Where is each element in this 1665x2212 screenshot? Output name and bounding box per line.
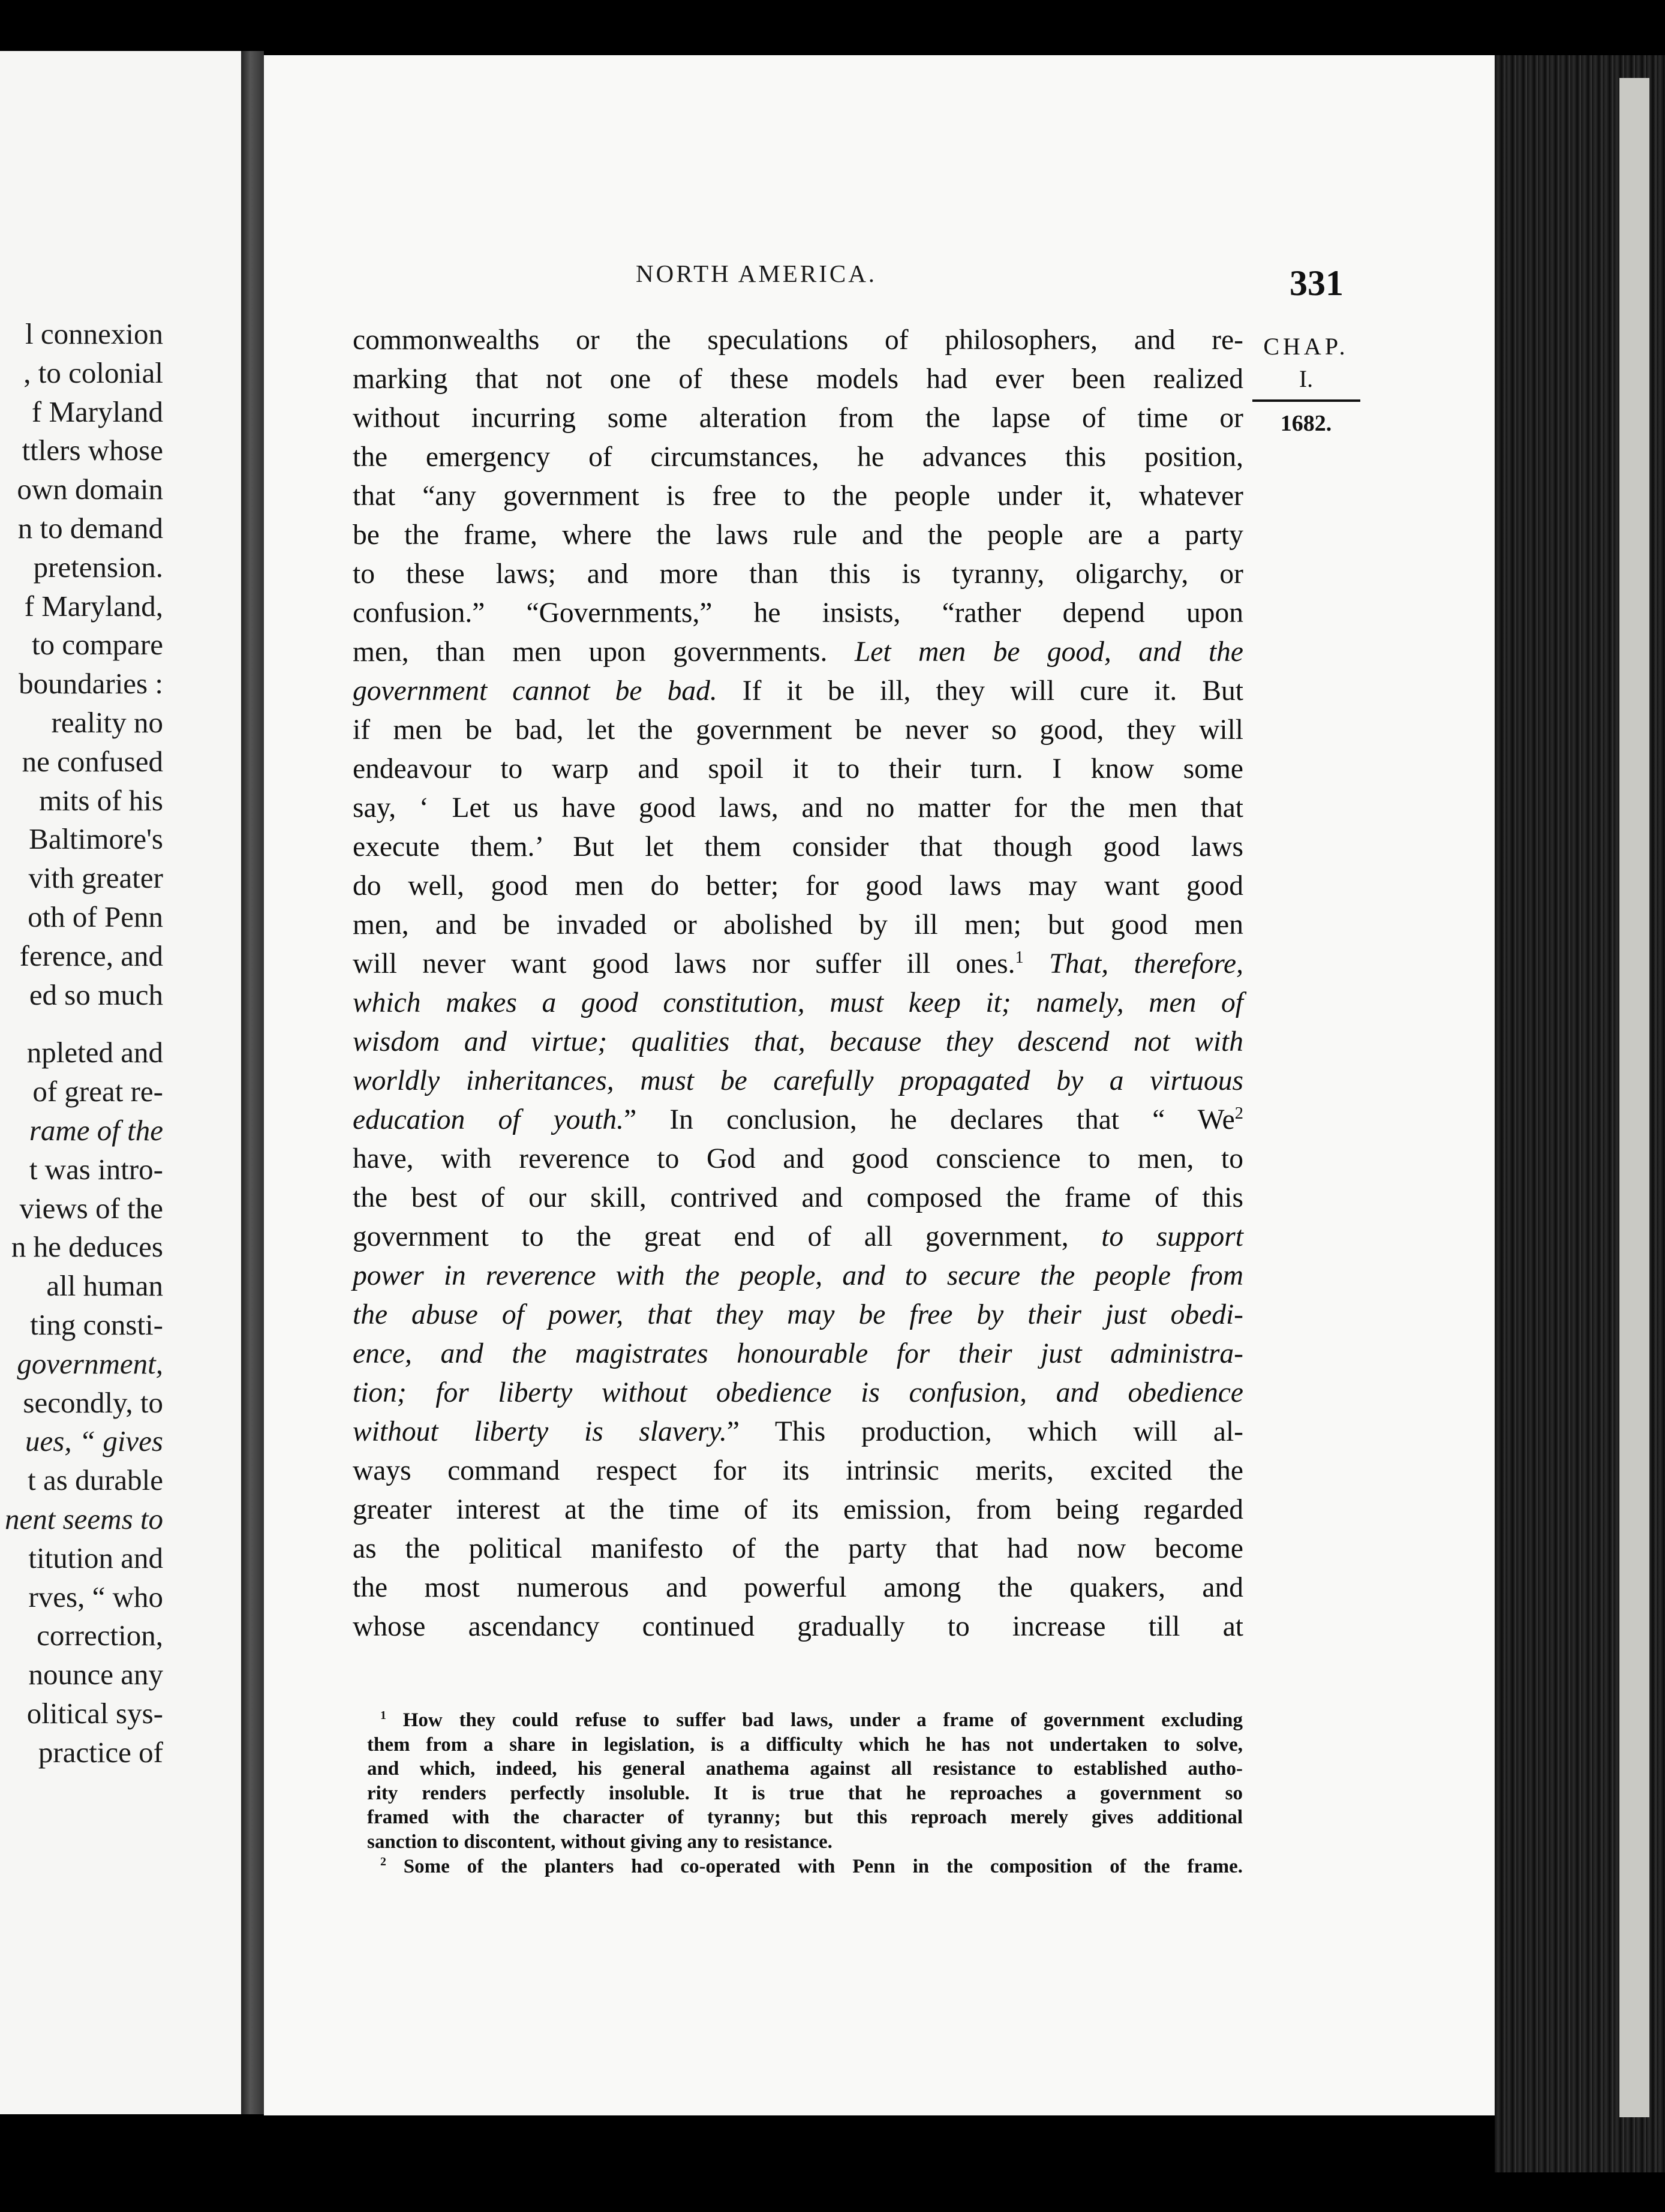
book-gutter: [241, 51, 264, 2114]
left-page-line: oth of Penn: [28, 900, 163, 933]
left-page-line: ting consti-: [30, 1308, 163, 1341]
body-line: [353, 1218, 1243, 1257]
left-page-line: t as durable: [28, 1463, 163, 1497]
body-line: worldly inheritances, must be carefully propagated by a virtuous: [353, 1065, 1243, 1096]
running-head: NORTH AMERICA.: [636, 260, 877, 287]
footnote-line: framed with the character of tyranny; but this reproach merely gives additional: [367, 1807, 1243, 1829]
left-page-line: secondly, to: [23, 1385, 163, 1419]
body-line: commonwealths or the speculations of philosophers, and re-: [353, 324, 1243, 356]
left-page-line: mits of his: [39, 783, 163, 817]
left-page-line: ne confused: [22, 744, 163, 778]
body-line: the most numerous and powerful among the quakers, and: [353, 1572, 1243, 1603]
footnote-line: them from a share in legislation, is a difficulty which he has not undertaken to solve,: [367, 1733, 1243, 1756]
left-page-line: practice of: [38, 1735, 163, 1769]
left-page-line: titution and: [28, 1541, 163, 1574]
left-page-line: to compare: [31, 628, 163, 662]
body-line: ence, and the magistrates honourable for their just administra-: [353, 1338, 1243, 1369]
left-page-line: nent seems to: [5, 1502, 163, 1535]
body-line: tion; for liberty without obedience is confusion, and obedience: [353, 1377, 1243, 1408]
left-page-line: ttlers whose: [22, 434, 163, 467]
left-page-line: f Maryland: [31, 395, 163, 428]
body-italic-span: to support: [1101, 1221, 1243, 1252]
body-line: if men be bad, let the government be never so good, they will: [353, 714, 1243, 746]
body-line: wisdom and virtue; qualities that, because they descend not with: [353, 1026, 1243, 1057]
left-page-line: pretension.: [33, 550, 163, 584]
body-line: whose ascendancy continued gradually to increase till at: [353, 1611, 1243, 1642]
chapter-number: I.: [1299, 365, 1314, 392]
left-page-line: own domain: [17, 473, 163, 506]
left-page-line: ed so much: [29, 978, 163, 1011]
left-page-line: of great re-: [32, 1075, 163, 1108]
body-span: government to the great end of all government,: [353, 1221, 1102, 1252]
footnotes: [367, 1708, 1243, 1879]
footnote-line: and which, indeed, his general anathema against all resistance to established autho-: [367, 1758, 1243, 1780]
body-italic-span: government cannot be bad.: [353, 675, 717, 707]
body-line: [353, 1412, 1243, 1451]
footnote-mark: 2: [380, 1855, 386, 1868]
body-line: that “any government is free to the people under it, whatever: [353, 480, 1243, 512]
left-page-line: rves, “ who: [28, 1580, 163, 1613]
body-span: If it be ill, they will cure it. But: [717, 675, 1243, 707]
body-line: without incurring some alteration from the lapse of time or: [353, 402, 1243, 434]
footnote-line: [367, 1855, 1243, 1879]
chapter-label: CHAP.: [1263, 333, 1349, 360]
body-line: ways command respect for its intrinsic merits, excited the: [353, 1455, 1243, 1486]
footnote-line: [367, 1708, 1243, 1733]
left-page-line: ues, “ gives: [25, 1424, 163, 1458]
left-page-line: t was intro-: [29, 1152, 163, 1186]
left-page-line: rame of the: [29, 1113, 163, 1147]
margin-rule: [1252, 399, 1360, 402]
left-page-text: [0, 315, 163, 1772]
page-edge-highlight: [1619, 78, 1649, 2117]
body-line: as the political manifesto of the party that had now become: [353, 1533, 1243, 1564]
body-line: [353, 1101, 1243, 1140]
body-line: the emergency of circumstances, he advances this position,: [353, 441, 1243, 473]
page-number: 331: [1290, 263, 1344, 303]
body-line: greater interest at the time of its emission, from being regarded: [353, 1494, 1243, 1525]
body-italic-span: Let men be good, and the: [854, 636, 1243, 668]
left-page-line: all human: [46, 1269, 163, 1303]
body-line: which makes a good constitution, must keep it; namely, men of: [353, 987, 1243, 1018]
body-line: [353, 672, 1243, 711]
body-span: men, than men upon governments.: [353, 636, 855, 668]
footnote-span: Some of the planters had co-operated with Penn in the composition of the frame.: [386, 1855, 1243, 1877]
body-line: [353, 633, 1243, 672]
left-page-line: n he deduces: [11, 1230, 163, 1264]
body-line: be the frame, where the laws rule and the people are a party: [353, 519, 1243, 551]
body-line: marking that not one of these models had ever been realized: [353, 363, 1243, 395]
left-page-line: nounce any: [28, 1658, 163, 1691]
body-line: men, and be invaded or abolished by ill men; but good men: [353, 909, 1243, 940]
body-line: endeavour to warp and spoil it to their turn. I know some: [353, 753, 1243, 785]
body-italic-span: That, therefore,: [1023, 948, 1243, 979]
left-facing-page: [0, 51, 241, 2114]
body-line: have, with reverence to God and good conscience to men, to: [353, 1143, 1243, 1174]
body-line: the best of our skill, contrived and composed the frame of this: [353, 1182, 1243, 1213]
left-page-line: correction,: [37, 1619, 163, 1652]
body-text: [353, 321, 1243, 1646]
left-page-line: l connexion: [25, 317, 163, 350]
left-page-line: views of the: [19, 1191, 163, 1225]
margin-note: [1251, 329, 1362, 438]
body-line: say, ‘ Let us have good laws, and no matter for the men that: [353, 792, 1243, 824]
left-page-line: boundaries :: [19, 667, 163, 701]
footnote-line: sanction to discontent, without giving any to resistance.: [367, 1831, 832, 1853]
left-page-line: reality no: [51, 705, 163, 739]
left-page-line: f Maryland,: [24, 589, 163, 623]
body-line: the abuse of power, that they may be free by their just obedi-: [353, 1299, 1243, 1330]
footnote-mark: 1: [380, 1709, 386, 1722]
footnote-ref: 1: [1015, 948, 1024, 967]
body-line: to these laws; and more than this is tyranny, oligarchy, or: [353, 558, 1243, 590]
left-page-line: n to demand: [17, 511, 163, 545]
left-page-line: ference, and: [19, 939, 163, 972]
left-page-line: , to colonial: [23, 356, 163, 389]
left-page-line: npleted and: [26, 1036, 163, 1069]
body-span: ” This production, which will al-: [726, 1416, 1243, 1447]
margin-year: 1682.: [1280, 411, 1332, 436]
body-span: ” In conclusion, he declares that “ We: [624, 1104, 1235, 1135]
body-italic-span: without liberty is slavery.: [353, 1416, 727, 1447]
left-page-line: Baltimore's: [29, 822, 163, 856]
body-line: do well, good men do better; for good laws may want good: [353, 870, 1243, 901]
body-span: will never want good laws nor suffer ill ones.: [353, 948, 1015, 979]
body-line: power in reverence with the people, and to secure the people from: [353, 1260, 1243, 1291]
body-italic-span: education of youth.: [353, 1104, 624, 1135]
left-page-line: olitical sys-: [26, 1696, 163, 1730]
body-line: confusion.” “Governments,” he insists, “rather depend upon: [353, 597, 1243, 629]
body-line: execute them.’ But let them consider that though good laws: [353, 831, 1243, 862]
footnote-ref: 2: [1234, 1104, 1243, 1123]
body-line: [353, 945, 1243, 984]
left-page-line: government,: [17, 1347, 163, 1380]
footnote-span: How they could refuse to suffer bad laws, under a frame of government excluding: [386, 1709, 1243, 1731]
footnote-line: rity renders perfectly insoluble. It is true that he reproaches a government so: [367, 1782, 1243, 1804]
left-page-line: vith greater: [28, 861, 163, 895]
